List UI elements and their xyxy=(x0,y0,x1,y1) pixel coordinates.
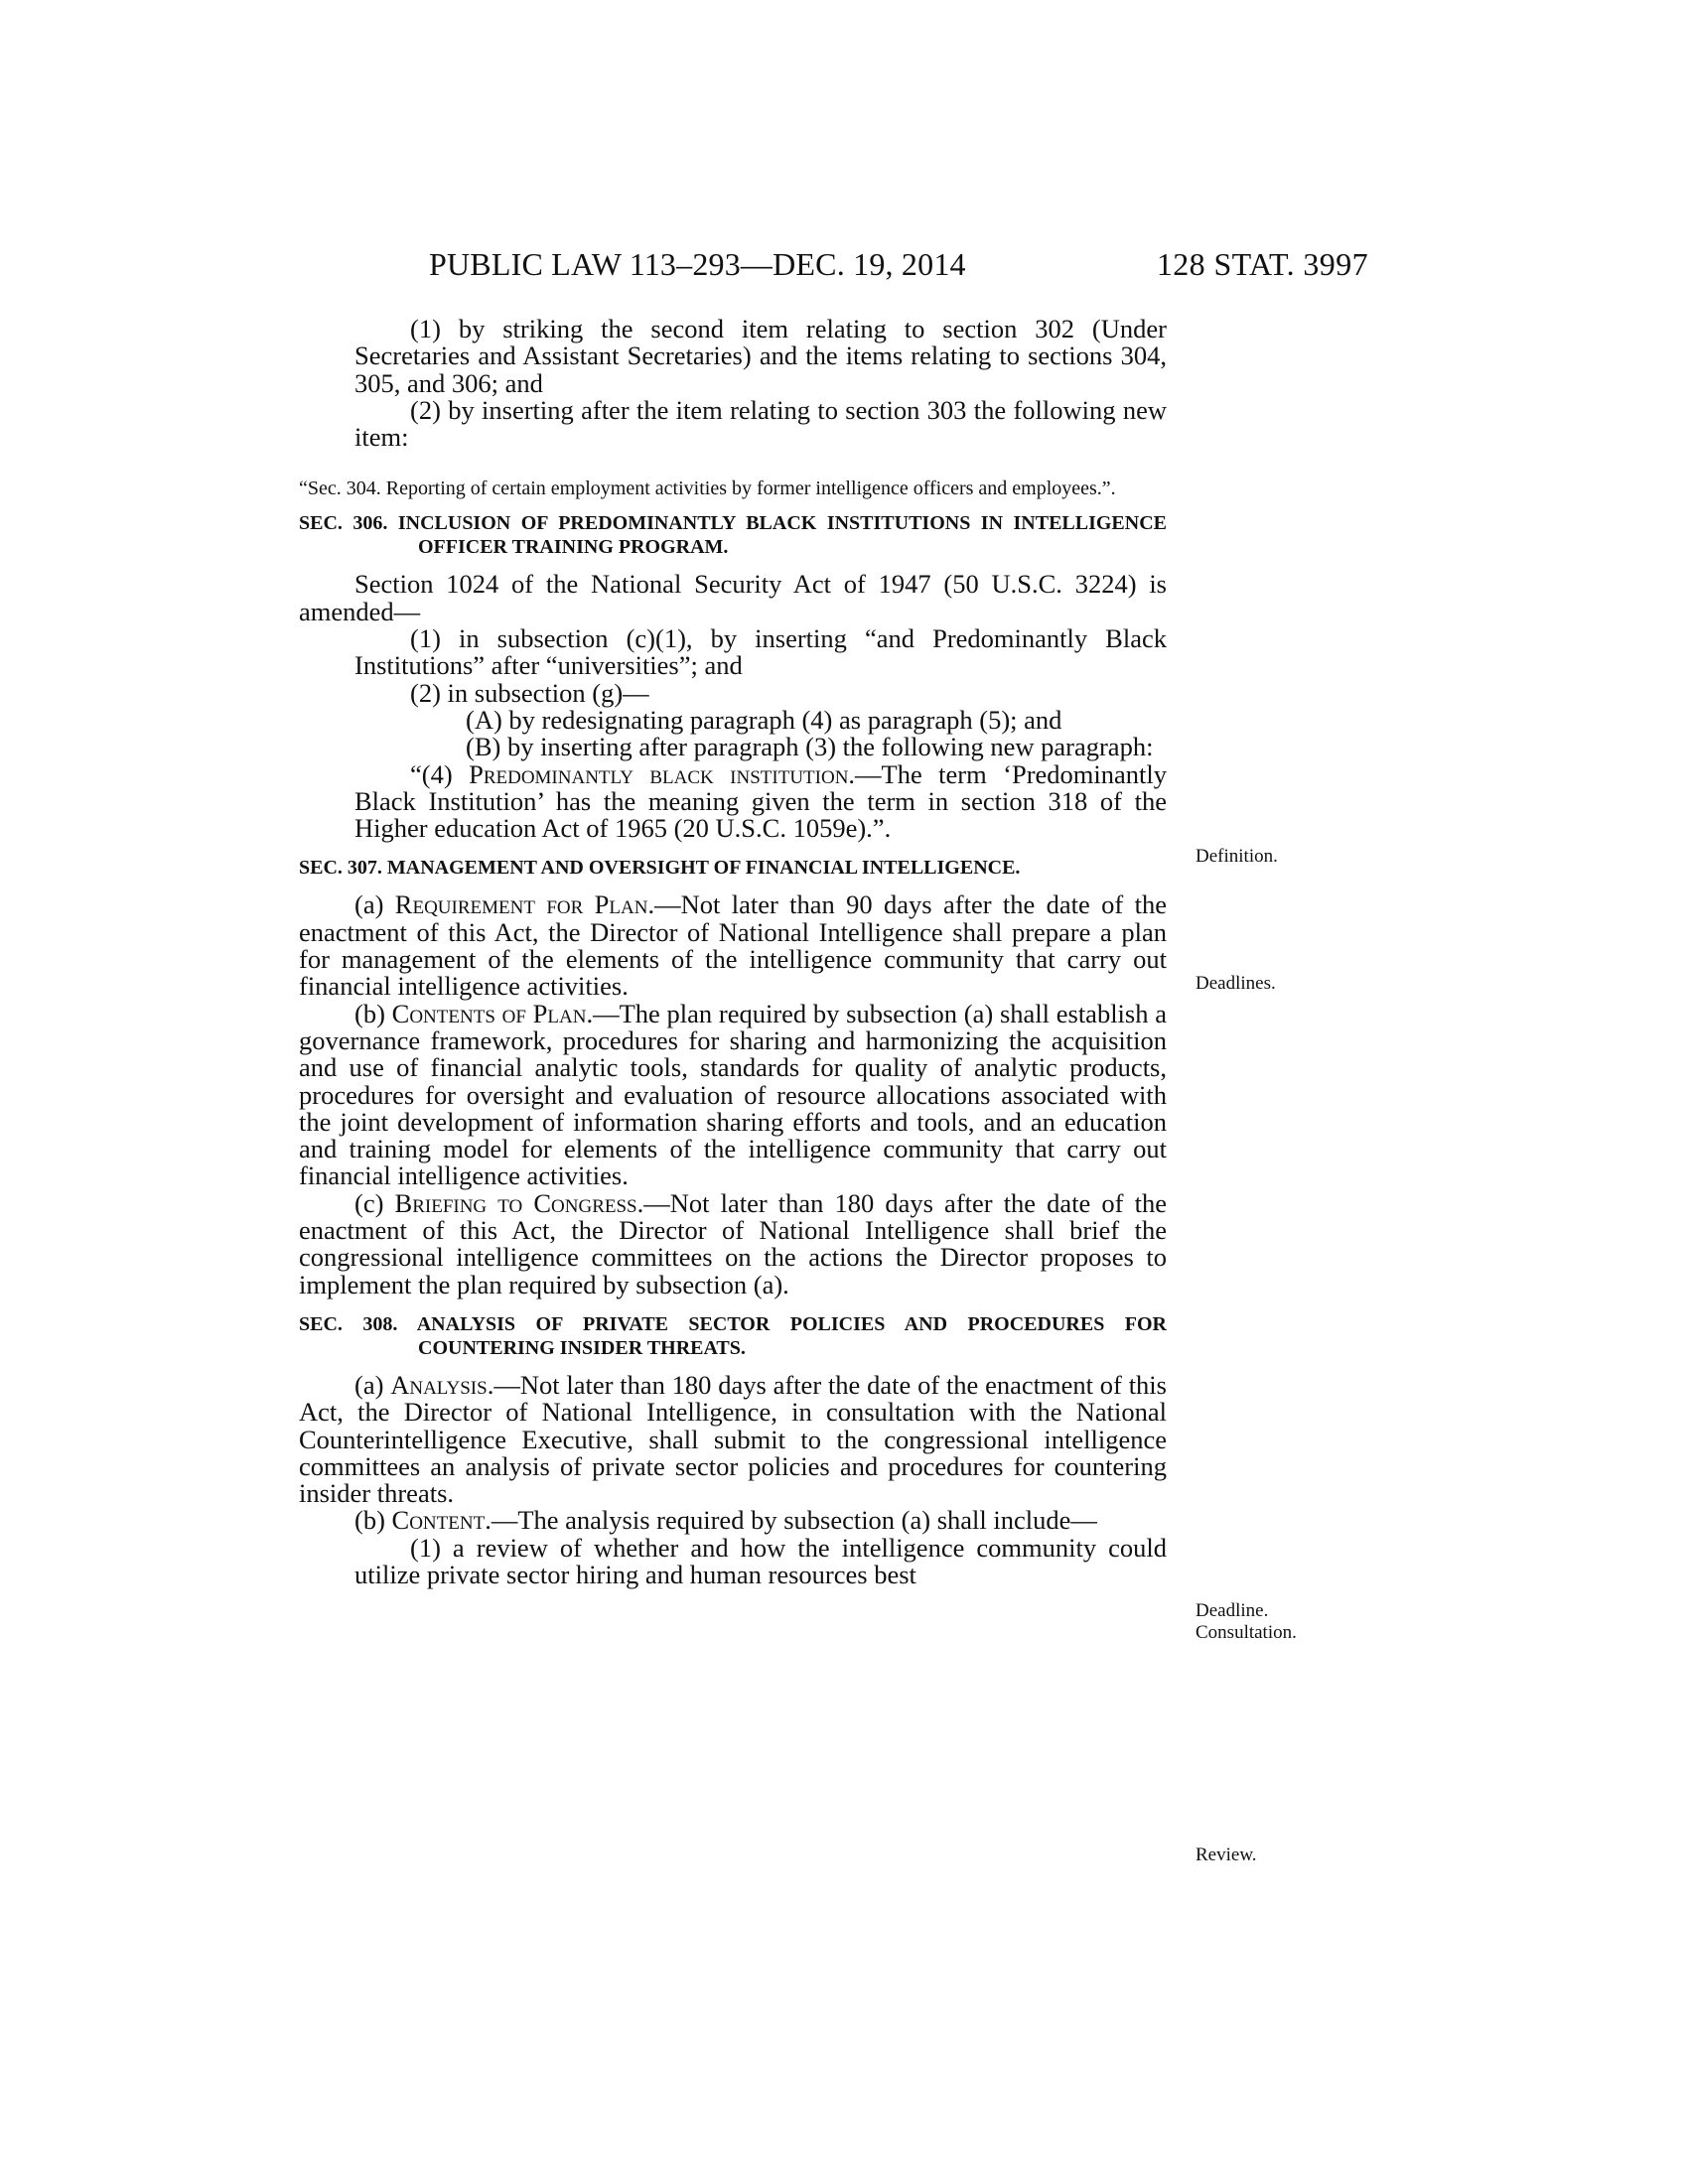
document-body xyxy=(299,316,1167,1588)
margin-note-deadlines: Deadlines. xyxy=(1196,973,1276,994)
statute-page-number: 128 STAT. 3997 xyxy=(1156,246,1368,282)
margin-note-review: Review. xyxy=(1196,1844,1257,1865)
sub-b-text: .—The analysis required by subsection (a) shall include— xyxy=(485,1505,1097,1536)
sec308-para-1: (1) a review of whether and how the intelligence community could utilize private sector hiring and human resources best xyxy=(354,1532,1167,1589)
section-307-heading: SEC. 307. MANAGEMENT AND OVERSIGHT OF FINANCIAL INTELLIGENCE. xyxy=(299,857,1021,880)
sub-b-lead: (b) xyxy=(354,998,392,1028)
sub-a-lead: (a) xyxy=(354,1369,391,1400)
sec307-subsection-b xyxy=(299,998,1167,1191)
sec308-subsection-a xyxy=(299,1369,1167,1509)
sec307-subsection-c xyxy=(299,1187,1167,1299)
sec308-subsection-b xyxy=(299,1507,1167,1534)
section-306-heading: SEC. 306. INCLUSION OF PREDOMINANTLY BLACK INSTITUTIONS IN INTELLIGENCE OFFICER TRAINING PROGRAM. xyxy=(299,512,1167,559)
page-header xyxy=(298,246,1368,290)
amend-item-1: (1) by striking the second item relating to section 302 (Under Secretaries and Assistant Secretaries) and the items relating to sections 304, 305, and 306; and xyxy=(354,314,1167,398)
sub-b-lead: (b) xyxy=(354,1505,392,1536)
section-308-heading: SEC. 308. ANALYSIS OF PRIVATE SECTOR POLICIES AND PROCEDURES FOR COUNTERING INSIDER THREATS. xyxy=(299,1312,1167,1359)
def-lead: “(4) xyxy=(410,758,470,789)
sub-b-text: .—The plan required by subsection (a) shall establish a governance framework, procedures for sharing and harmonizing the acquisition and use of financial analytic tools, standards for quality of analytic products, procedures for oversight and evaluation of resource allocations associated with the joint development of information sharing efforts and tools, and an education and training model for elements of the intelligence community that carry out financial intelligence activities. xyxy=(299,998,1167,1191)
sec307-subsection-a xyxy=(299,891,1167,1000)
sub-c-term: Briefing to Congress xyxy=(394,1187,637,1218)
sub-c-lead: (c) xyxy=(354,1187,395,1218)
def-rest: .—The term ‘Predominantly Black Institution’ has the meaning given the term in section 318 of the Higher education Act of 1965 (20 U.S.C. 1059e).”. xyxy=(354,758,1167,844)
sub-a-lead: (a) xyxy=(354,889,395,920)
sub-b-term: Contents of Plan xyxy=(391,998,587,1028)
margin-note-consultation: Consultation. xyxy=(1196,1622,1297,1643)
sec306-para-1: (1) in subsection (c)(1), by inserting “and Predominantly Black Institutions” after “universities”; and xyxy=(354,623,1167,681)
margin-note-definition: Definition. xyxy=(1196,846,1278,867)
sub-a-text: .—Not later than 90 days after the date of the enactment of this Act, the Director of National Intelligence shall prepare a plan for management of the elements of the intelligence community that carry out financial intelligence activities. xyxy=(299,889,1167,1002)
sub-a-text: .—Not later than 180 days after the date of the enactment of this Act, the Director of National Intelligence, in consultation with the National Counterintelligence Executive, shall submit to the congressional intelligence committees an analysis of private sector policies and procedures for countering insider threats. xyxy=(299,1369,1167,1509)
sec306-subpara-B: (B) by inserting after paragraph (3) the following new paragraph: xyxy=(466,732,1154,762)
sec306-para-2: (2) in subsection (g)— xyxy=(410,677,649,708)
margin-note-deadline: Deadline. xyxy=(1196,1600,1269,1621)
sub-a-term: Analysis xyxy=(390,1369,488,1400)
sub-a-term: Requirement for Plan xyxy=(394,889,648,920)
sub-b-term: Content xyxy=(391,1505,486,1536)
running-head: PUBLIC LAW 113–293—DEC. 19, 2014 xyxy=(429,246,966,282)
amend-item-2: (2) by inserting after the item relating to section 303 the following new item: xyxy=(354,394,1167,453)
toc-entry: “Sec. 304. Reporting of certain employment activities by former intelligence officers and employees.”. xyxy=(299,478,1116,500)
sec306-intro: Section 1024 of the National Security Act of 1947 (50 U.S.C. 3224) is amended— xyxy=(299,569,1167,626)
sec306-definition-para xyxy=(299,758,1167,844)
sec306-subpara-A: (A) by redesignating paragraph (4) as paragraph (5); and xyxy=(466,704,1062,735)
def-term: Predominantly black institution xyxy=(469,758,849,789)
sub-c-text: .—Not later than 180 days after the date of the enactment of this Act, the Director of National Intelligence shall brief the congressional intelligence committees on the actions the Director proposes to implement the plan required by subsection (a). xyxy=(299,1187,1167,1299)
